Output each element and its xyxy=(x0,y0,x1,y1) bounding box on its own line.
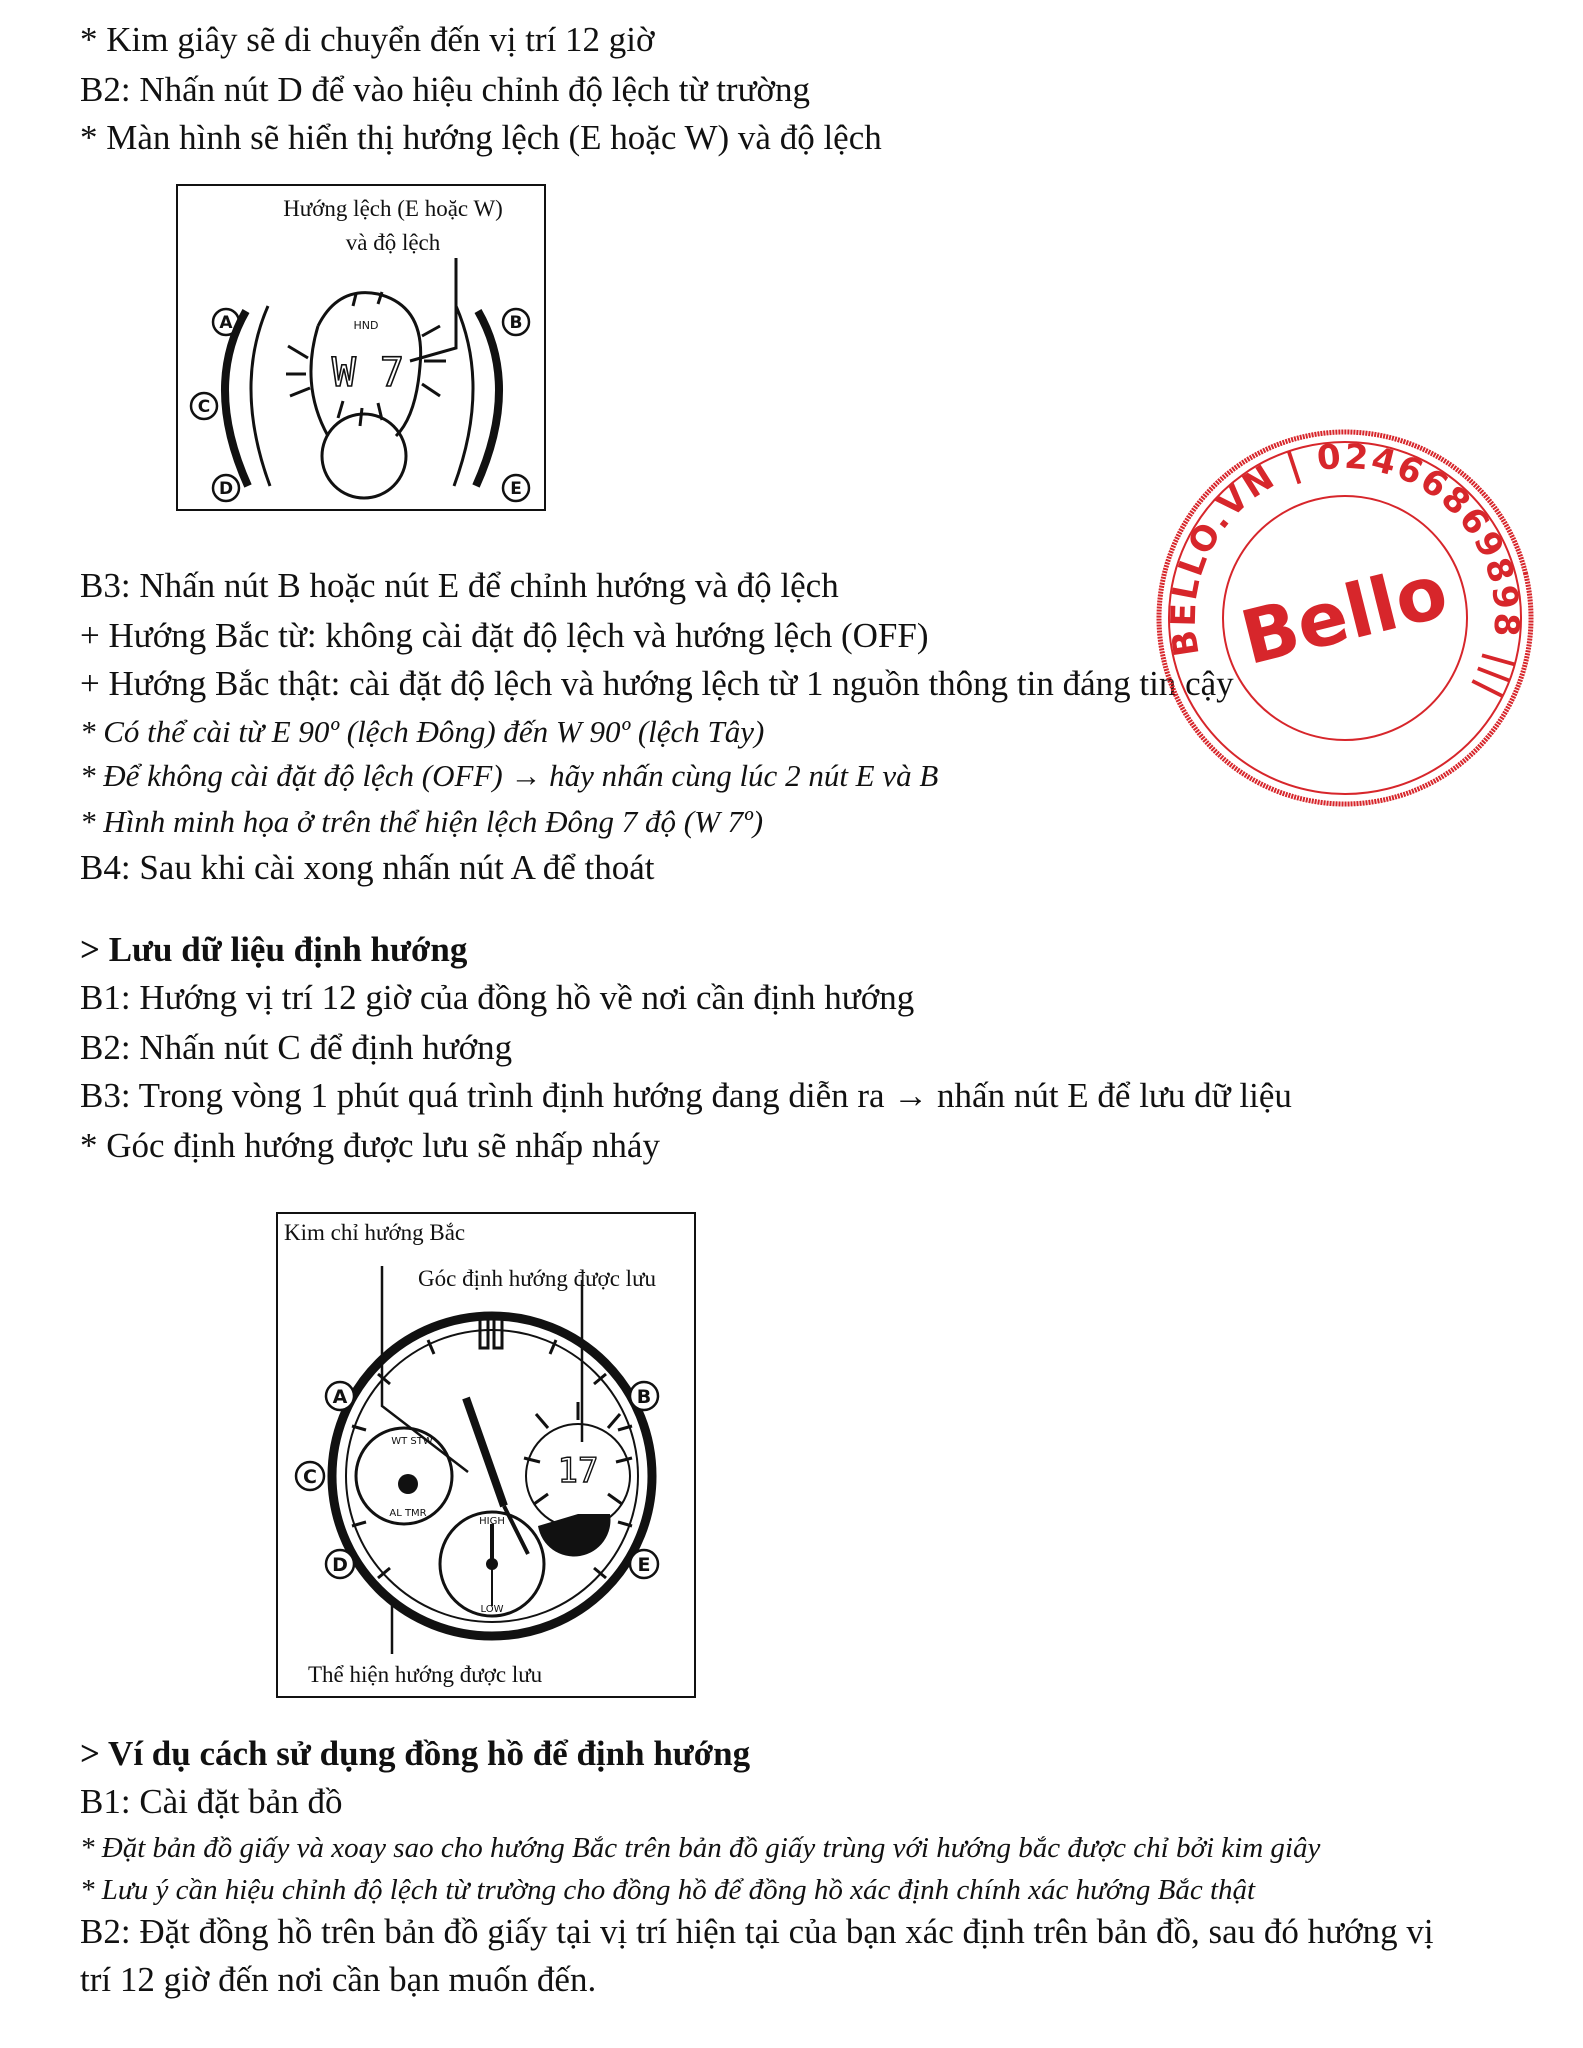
text-seconds-hand: * Kim giây sẽ di chuyển đến vị trí 12 giờ xyxy=(80,20,655,59)
figure1-button-a: A xyxy=(219,313,233,333)
text-example-declination-note: * Lưu ý cần hiệu chỉnh độ lệch từ trường cho đồng hồ để đồng hồ xác định chính xác hướng Bắc thật xyxy=(80,1874,1256,1906)
bello-stamp-watermark xyxy=(1145,418,1545,818)
figure1-button-c: C xyxy=(197,397,211,417)
figure2-caption-mid: Góc định hướng được lưu xyxy=(418,1266,657,1291)
text-magnetic-north: + Hướng Bắc từ: không cài đặt độ lệch và hướng lệch (OFF) xyxy=(80,616,929,655)
figure2-sub-low: LOW xyxy=(480,1604,504,1615)
figure1-caption-line2: và độ lệch xyxy=(345,230,441,255)
text-example-b1: B1: Cài đặt bản đồ xyxy=(80,1782,343,1821)
text-save-b2: B2: Nhấn nút C để định hướng xyxy=(80,1028,513,1067)
figure2-sub-wt: WT STW xyxy=(391,1436,433,1447)
text-true-north: + Hướng Bắc thật: cài đặt độ lệch và hướng lệch từ 1 nguồn thông tin đáng tin cậy xyxy=(80,664,1234,703)
figure2-button-e: E xyxy=(637,1554,651,1576)
text-display-direction: * Màn hình sẽ hiển thị hướng lệch (E hoặc W) và độ lệch xyxy=(80,118,882,157)
heading-save-data: > Lưu dữ liệu định hướng xyxy=(80,930,468,969)
figure2-display: 17 xyxy=(557,1451,599,1491)
text-example-b2-cont: trí 12 giờ đến nơi cần bạn muốn đến. xyxy=(80,1960,597,1999)
text-example-b2: B2: Đặt đồng hồ trên bản đồ giấy tại vị trí hiện tại của bạn xác định trên bản đồ, sau đó hướng vị xyxy=(80,1912,1434,1951)
figure2-button-a: A xyxy=(332,1386,348,1408)
figure1-display: W 7 xyxy=(331,350,405,396)
text-example-map-note: * Đặt bản đồ giấy và xoay sao cho hướng Bắc trên bản đồ giấy trùng với hướng bắc được chỉ bởi kim giây xyxy=(80,1832,1321,1864)
text-step-b4-exit: B4: Sau khi cài xong nhấn nút A để thoát xyxy=(80,848,655,887)
figure1-sub-label: HND xyxy=(353,319,379,332)
heading-usage-example: > Ví dụ cách sử dụng đồng hồ để định hướng xyxy=(80,1734,751,1773)
figure2-button-d: D xyxy=(332,1554,348,1576)
text-step-b2-press-d: B2: Nhấn nút D để vào hiệu chỉnh độ lệch từ trường xyxy=(80,70,811,109)
text-step-b3-press-b-e: B3: Nhấn nút B hoặc nút E để chỉnh hướng và độ lệch xyxy=(80,566,839,605)
bello-stamp-drawing xyxy=(1145,418,1545,818)
text-range-note: * Có thể cài từ E 90º (lệch Đông) đến W 90º (lệch Tây) xyxy=(80,714,765,749)
stamp-ring-text: BELLO.VN | 02466869898 ||| xyxy=(1163,436,1527,706)
text-off-note: * Để không cài đặt độ lệch (OFF) → hãy nhấn cùng lúc 2 nút E và B xyxy=(80,758,939,793)
text-save-b3: B3: Trong vòng 1 phút quá trình định hướng đang diễn ra → nhấn nút E để lưu dữ liệu xyxy=(80,1076,1292,1115)
figure1-button-b: B xyxy=(509,313,523,333)
text-illustration-note: * Hình minh họa ở trên thể hiện lệch Đông 7 độ (W 7º) xyxy=(80,804,764,839)
figure2-watch-drawing xyxy=(278,1214,694,1696)
figure2-caption-top: Kim chỉ hướng Bắc xyxy=(284,1220,466,1245)
figure-saved-bearing-watch xyxy=(276,1212,696,1698)
figure2-caption-bottom: Thể hiện hướng được lưu xyxy=(308,1662,543,1687)
text-save-note: * Góc định hướng được lưu sẽ nhấp nháy xyxy=(80,1126,660,1165)
figure2-sub-al: AL TMR xyxy=(389,1508,427,1519)
figure1-caption-line1: Hướng lệch (E hoặc W) xyxy=(283,196,503,221)
figure-declination-watch xyxy=(176,184,546,511)
figure1-button-d: D xyxy=(218,479,234,499)
figure1-watch-drawing xyxy=(178,186,544,509)
figure2-button-b: B xyxy=(636,1386,652,1408)
figure2-sub-high: HIGH xyxy=(479,1516,505,1527)
text-save-b1: B1: Hướng vị trí 12 giờ của đồng hồ về nơi cần định hướng xyxy=(80,978,915,1017)
figure1-button-e: E xyxy=(510,479,522,499)
figure2-button-c: C xyxy=(303,1466,317,1488)
stamp-brand: Bello xyxy=(1232,548,1456,682)
